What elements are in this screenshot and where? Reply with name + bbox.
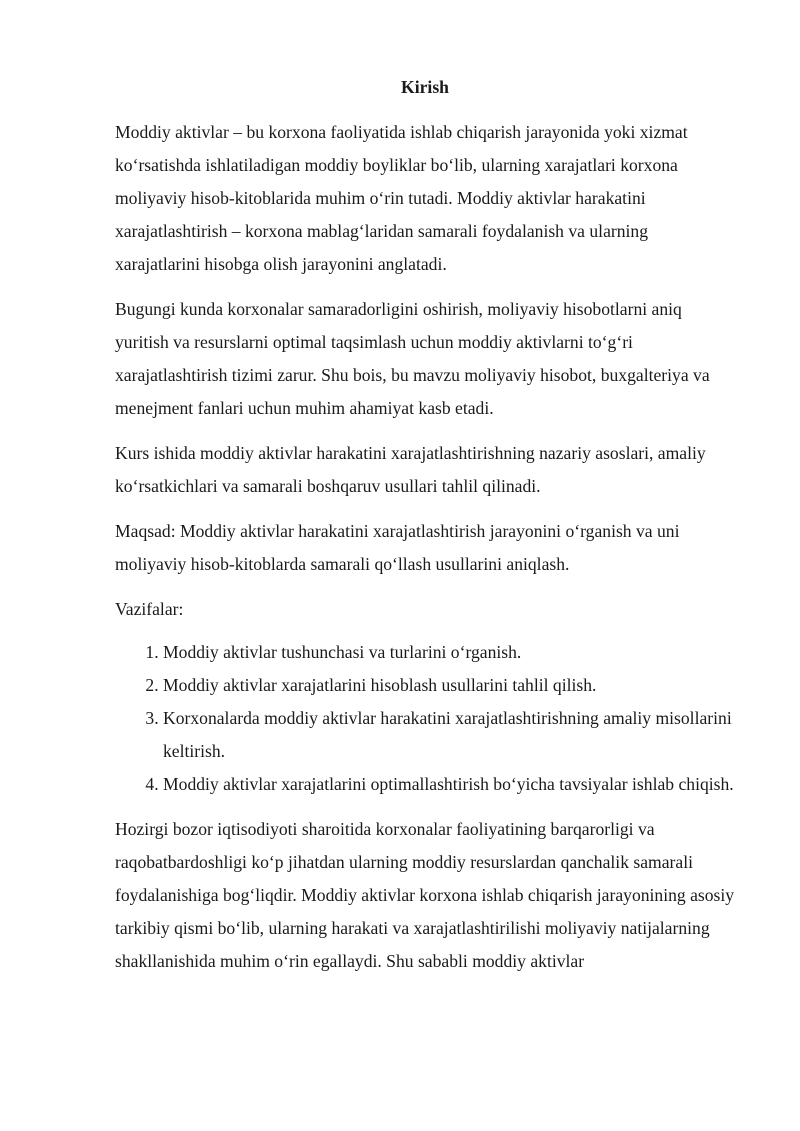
document-body xyxy=(115,71,735,990)
intro-paragraph-1: Moddiy aktivlar – bu korxona faoliyatida ishlab chiqarish jarayonida yoki xizmat ko‘rsatishda ishlatiladigan moddiy boyliklar bo‘lib, ularning xarajatlari korxona moliyaviy hisob-kitoblarida muhim o‘rin tutadi. Moddiy aktivlar harakatini xarajatlashtirish – korxona mablag‘laridan samarali foydalanish va ularning xarajatlarini hisobga olish jarayonini anglatadi. xyxy=(115,122,688,274)
document-title: Kirish xyxy=(401,77,449,97)
tasks-label: Vazifalar: xyxy=(115,599,184,619)
task-item: 2. Moddiy aktivlar xarajatlarini hisoblash usullarini tahlil qilish. xyxy=(163,669,735,702)
task-item: 4. Moddiy aktivlar xarajatlarini optimallashtirish bo‘yicha tavsiyalar ishlab chiqish. xyxy=(163,768,735,801)
intro-paragraph-2: Bugungi kunda korxonalar samaradorligini oshirish, moliyaviy hisobotlarni aniq yuritish va resurslarni optimal taqsimlash uchun moddiy aktivlarni to‘g‘ri xarajatlashtirish tizimi zarur. Shu bois, bu mavzu moliyaviy hisobot, buxgalteriya va menejment fanlari uchun muhim ahamiyat kasb etadi. xyxy=(115,299,710,418)
goal-paragraph: Maqsad: Moddiy aktivlar harakatini xarajatlashtirish jarayonini o‘rganish va uni moliyaviy hisob-kitoblarda samarali qo‘llash usullarini aniqlash. xyxy=(115,521,680,574)
closing-paragraph: Hozirgi bozor iqtisodiyoti sharoitida korxonalar faoliyatining barqarorligi va raqobatbardoshligi ko‘p jihatdan ularning moddiy resurslardan qanchalik samarali foydalanishiga bog‘liqdir. Moddiy aktivlar korxona ishlab chiqarish jarayonining asosiy tarkibiy qismi bo‘lib, ularning harakati va xarajatlashtirilishi moliyaviy natijalarning shakllanishida muhim o‘rin egallaydi. Shu sababli moddiy aktivlar xyxy=(115,819,735,971)
task-item: 3. Korxonalarda moddiy aktivlar harakatini xarajatlashtirishning amaliy misollarini keltirish. xyxy=(163,702,735,768)
task-item: 1. Moddiy aktivlar tushunchasi va turlarini o‘rganish. xyxy=(163,636,735,669)
intro-paragraph-3: Kurs ishida moddiy aktivlar harakatini xarajatlashtirishning nazariy asoslari, amaliy ko‘rsatkichlari va samarali boshqaruv usullari tahlil qilinadi. xyxy=(115,443,706,496)
tasks-list xyxy=(115,636,735,801)
